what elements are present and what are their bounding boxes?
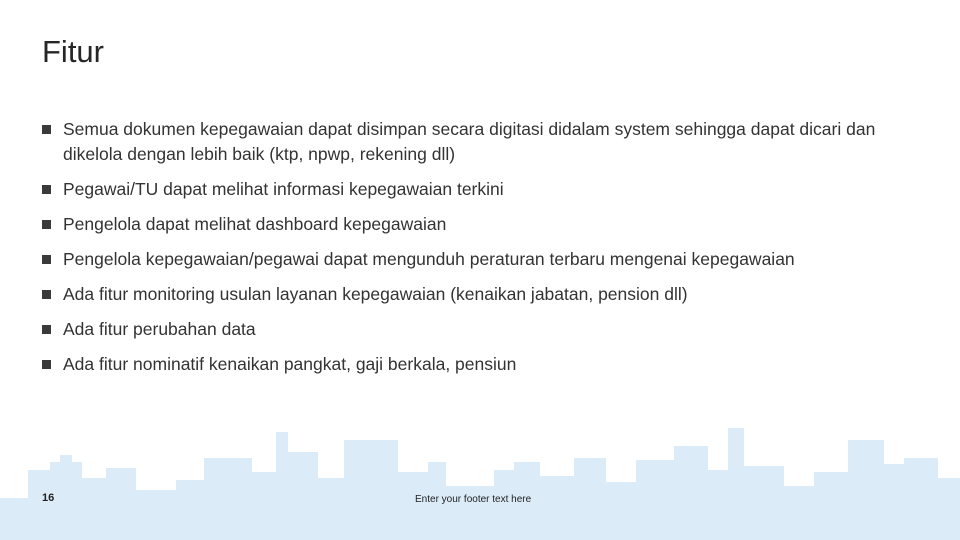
bullet-text: Ada fitur monitoring usulan layanan kepegawaian (kenaikan jabatan, pension dll): [63, 284, 688, 304]
bullet-text: Pengelola kepegawaian/pegawai dapat mengunduh peraturan terbaru mengenai kepegawaian: [63, 249, 795, 269]
square-bullet-icon: [42, 185, 51, 194]
bullet-item: [42, 282, 902, 307]
bullet-list: [42, 117, 902, 387]
footer-text: Enter your footer text here: [415, 494, 532, 505]
bullet-text: Ada fitur perubahan data: [63, 319, 256, 339]
bullet-item: [42, 317, 902, 342]
bullet-item: [42, 247, 902, 272]
bullet-item: [42, 117, 902, 167]
bullet-text: Pegawai/TU dapat melihat informasi kepegawaian terkini: [63, 179, 504, 199]
square-bullet-icon: [42, 325, 51, 334]
bullet-item: [42, 212, 902, 237]
bullet-text: Semua dokumen kepegawaian dapat disimpan secara digitasi didalam system sehingga dapat dicari dan dikelola dengan lebih baik (ktp, npwp, rekening dll): [63, 119, 876, 164]
bullet-text: Pengelola dapat melihat dashboard kepegawaian: [63, 214, 447, 234]
square-bullet-icon: [42, 125, 51, 134]
square-bullet-icon: [42, 290, 51, 299]
bullet-item: [42, 177, 902, 202]
bullet-item: [42, 352, 902, 377]
square-bullet-icon: [42, 220, 51, 229]
bullet-text: Ada fitur nominatif kenaikan pangkat, gaji berkala, pensiun: [63, 354, 517, 374]
square-bullet-icon: [42, 255, 51, 264]
page-number: 16: [42, 492, 55, 504]
square-bullet-icon: [42, 360, 51, 369]
slide-title: Fitur: [42, 34, 104, 69]
